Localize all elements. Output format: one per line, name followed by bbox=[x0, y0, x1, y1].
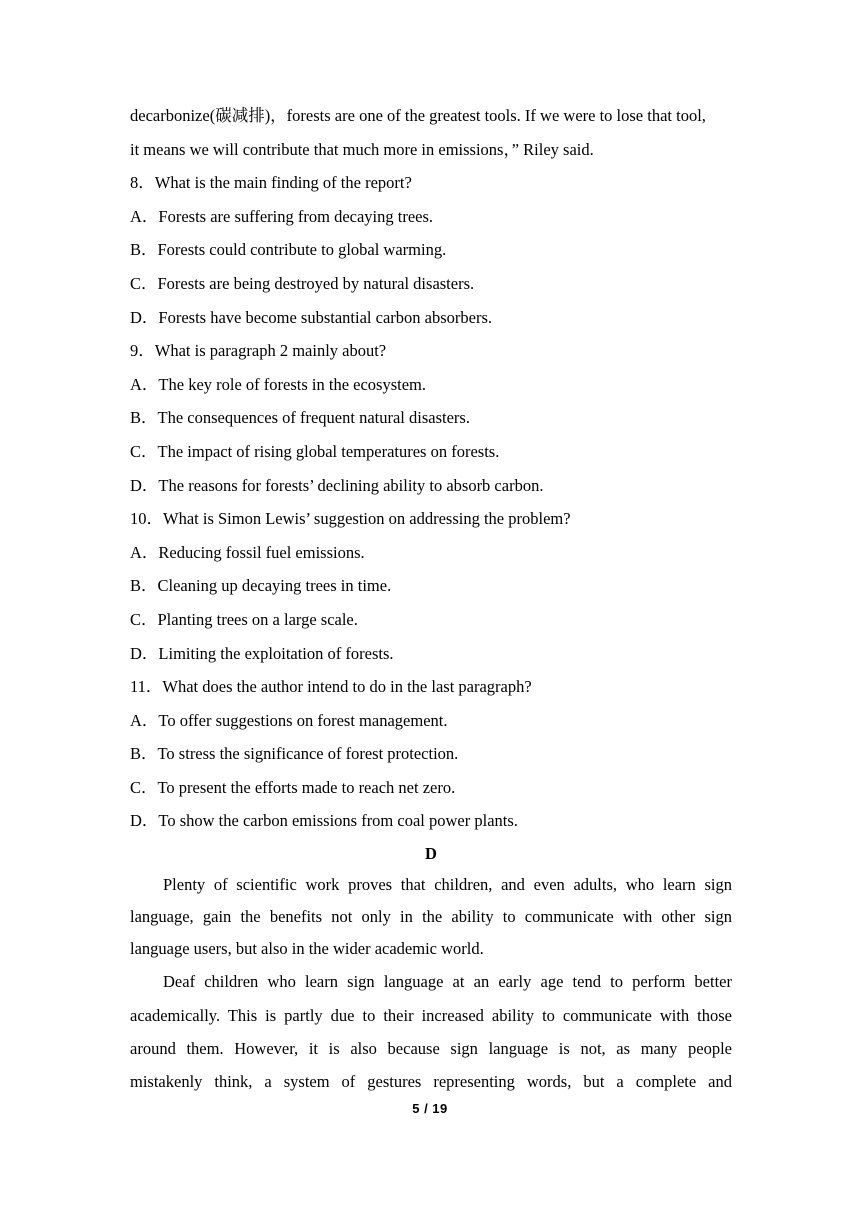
paragraph-line: Plenty of scientific work proves that children, and even adults, who learn sign bbox=[163, 875, 732, 895]
question-10 bbox=[130, 502, 732, 670]
question-stem: 10．What is Simon Lewis’ suggestion on addressing the problem? bbox=[130, 509, 571, 529]
passage-paragraph-1 bbox=[130, 869, 732, 964]
paragraph-line: academically. This is partly due to their increased ability to communicate with those bbox=[130, 1005, 732, 1025]
question-stem: 11．What does the author intend to do in the last paragraph? bbox=[130, 677, 532, 697]
paragraph-line: around them. However, it is also because sign language is not, as many people bbox=[130, 1039, 732, 1059]
question-stem: 9．What is paragraph 2 mainly about? bbox=[130, 341, 387, 361]
paragraph-line: mistakenly think, a system of gestures representing words, but a complete and bbox=[130, 1072, 732, 1092]
question-8 bbox=[130, 166, 732, 334]
option-b: B．To stress the significance of forest protection. bbox=[130, 744, 459, 764]
option-d: D．Limiting the exploitation of forests. bbox=[130, 643, 394, 663]
option-a: A．Reducing fossil fuel emissions. bbox=[130, 542, 365, 562]
option-a: A．To offer suggestions on forest management. bbox=[130, 710, 448, 730]
option-c: C．To present the efforts made to reach net zero. bbox=[130, 777, 456, 797]
page-number: 5 / 19 bbox=[412, 1101, 448, 1116]
text-line: it means we will contribute that much more in emissions，” Riley said. bbox=[130, 139, 594, 159]
option-d: D．The reasons for forests’ declining ability to absorb carbon. bbox=[130, 475, 544, 495]
paragraph-line: language users, but also in the wider academic world. bbox=[130, 938, 484, 958]
question-11 bbox=[130, 670, 732, 838]
paragraph-line: language, gain the benefits not only in the ability to communicate with other sign bbox=[130, 906, 732, 926]
option-d: D．Forests have become substantial carbon absorbers. bbox=[130, 307, 492, 327]
option-a: A．Forests are suffering from decaying trees. bbox=[130, 206, 434, 226]
option-c: C．Forests are being destroyed by natural disasters. bbox=[130, 273, 475, 293]
option-c: C．Planting trees on a large scale. bbox=[130, 609, 358, 629]
question-9 bbox=[130, 334, 732, 502]
option-b: B．Cleaning up decaying trees in time. bbox=[130, 576, 392, 596]
document-page bbox=[130, 99, 732, 1099]
option-a: A．The key role of forests in the ecosystem. bbox=[130, 374, 427, 394]
section-heading: D bbox=[425, 844, 437, 864]
option-c: C．The impact of rising global temperatures on forests. bbox=[130, 441, 500, 461]
option-b: B．Forests could contribute to global warming. bbox=[130, 240, 447, 260]
option-b: B．The consequences of frequent natural disasters. bbox=[130, 408, 470, 428]
text-line: decarbonize(碳减排)，forests are one of the greatest tools. If we were to lose that tool, bbox=[130, 106, 706, 125]
paragraph-line: Deaf children who learn sign language at an early age tend to perform better bbox=[163, 972, 732, 992]
passage-paragraph-2 bbox=[130, 965, 732, 1098]
intro-passage bbox=[130, 99, 732, 166]
option-d: D．To show the carbon emissions from coal power plants. bbox=[130, 811, 518, 831]
question-stem: 8．What is the main finding of the report? bbox=[130, 173, 412, 193]
